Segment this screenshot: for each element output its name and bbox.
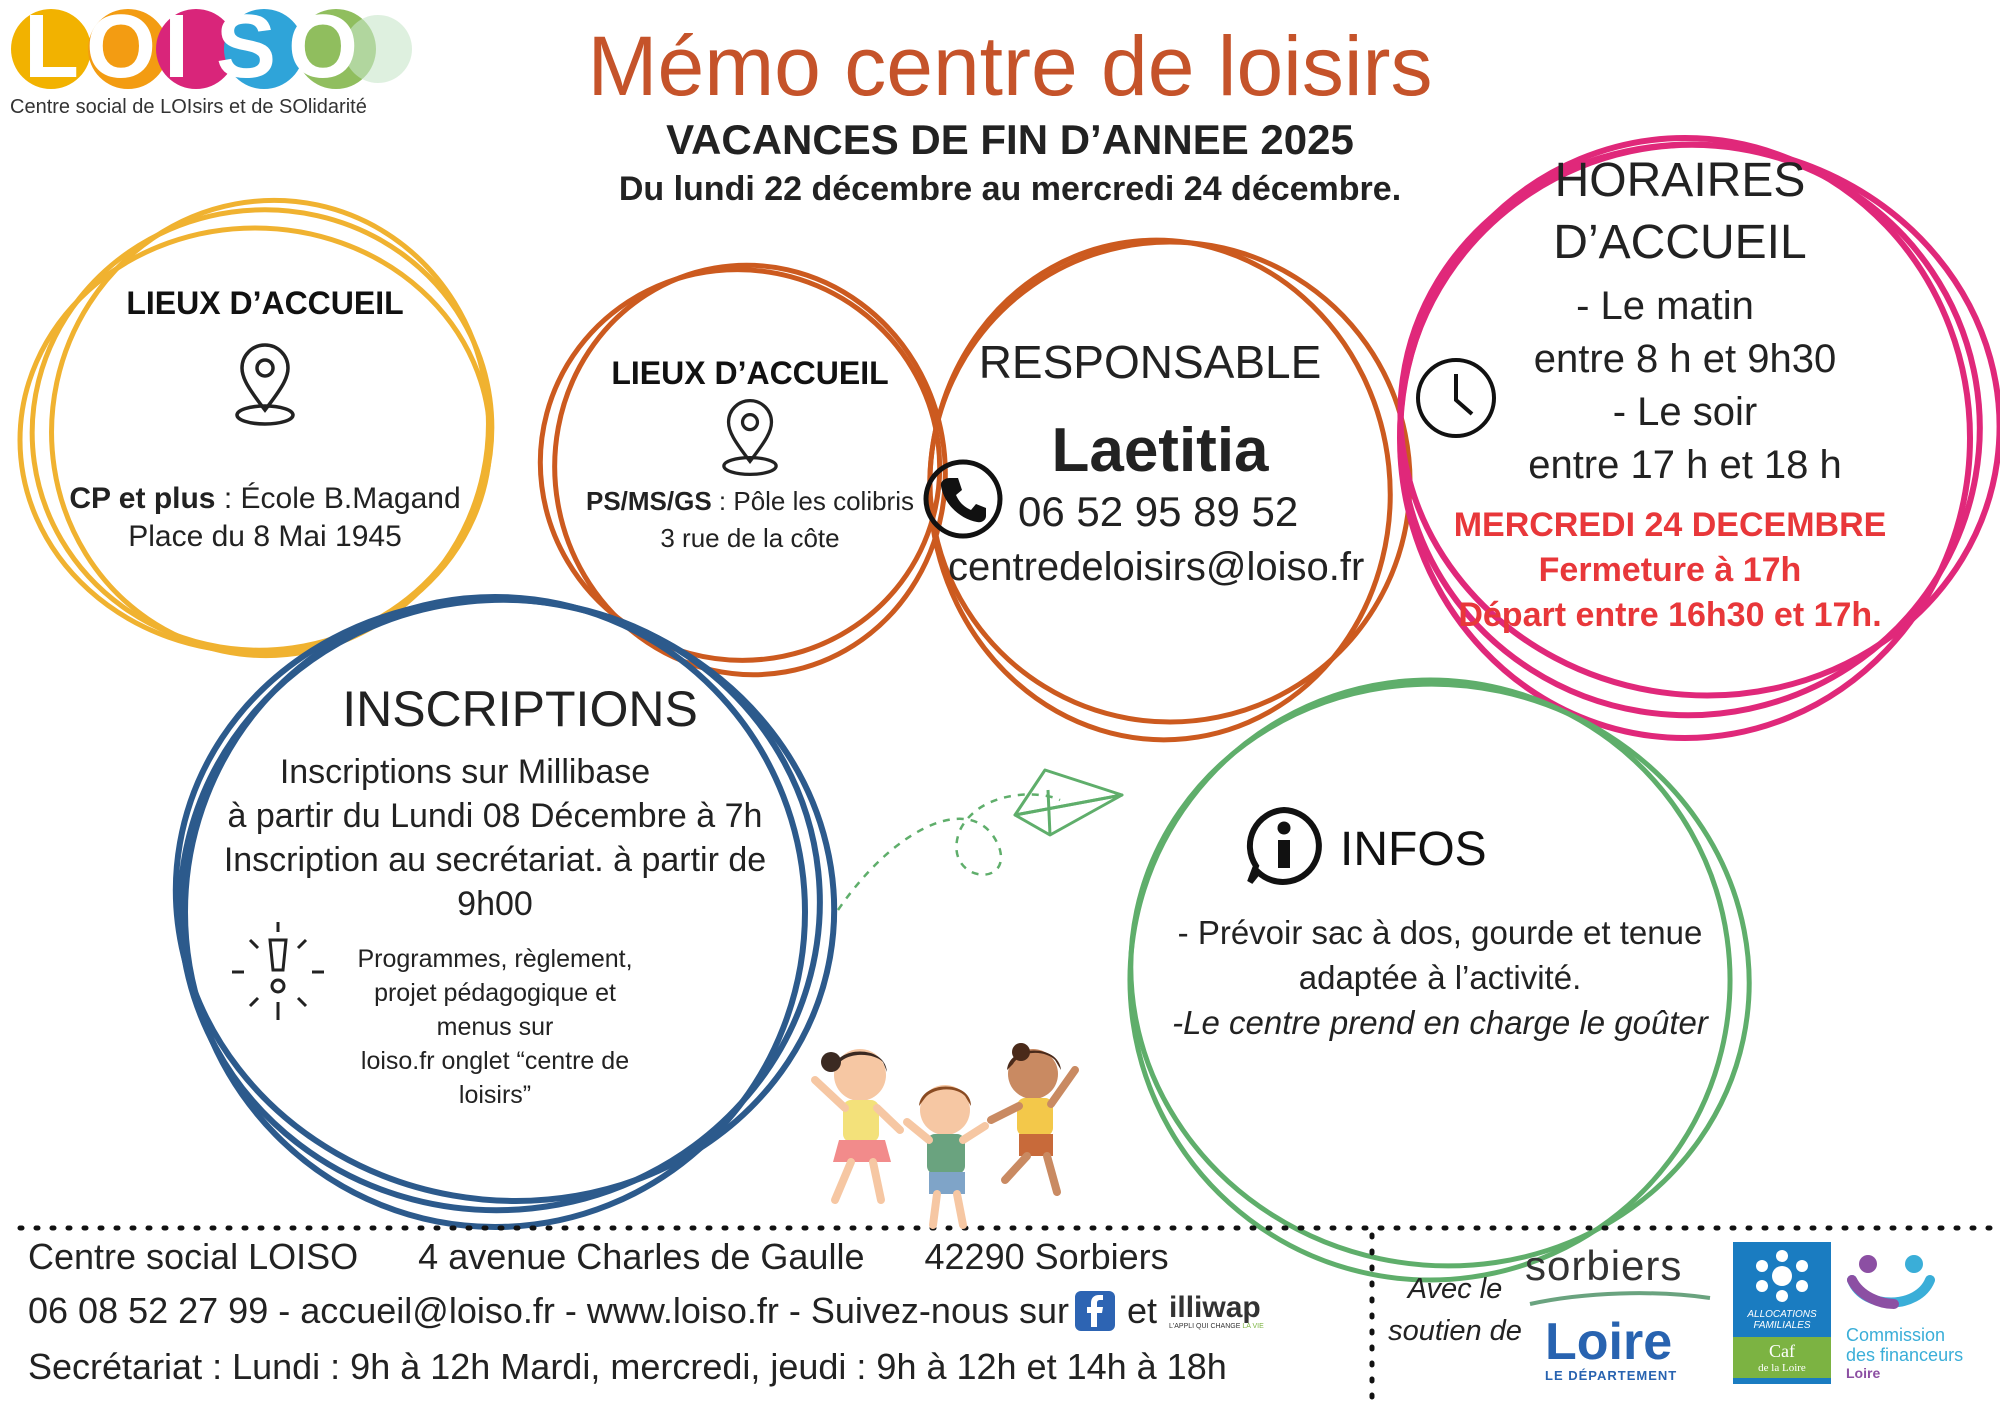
logo-letter-o2: O	[288, 0, 359, 97]
footer-city: 42290 Sorbiers	[924, 1236, 1169, 1277]
lieux-cp-level: CP et plus	[69, 482, 216, 515]
commission-logo	[1846, 1250, 1996, 1381]
horaires-alert	[1440, 503, 1900, 638]
note-line1: Programmes, règlement,	[357, 945, 633, 973]
loire-sub: LE DÉPARTEMENT	[1545, 1368, 1678, 1383]
lieux-accueil-ps	[545, 355, 955, 554]
loire-label: Loire	[1545, 1313, 1673, 1371]
horaires-soir-label: - Le soir	[1612, 390, 1758, 434]
inscriptions-line2: à partir du Lundi 08 Décembre à 7h	[227, 797, 763, 835]
child-boy-middle	[907, 1085, 985, 1225]
horaires-times	[1480, 280, 1890, 492]
caf-line4: de la Loire	[1758, 1362, 1806, 1374]
loiso-logo	[6, 0, 426, 124]
infos-line3: -Le centre prend en charge le goûter	[1172, 1004, 1708, 1041]
caf-symbol-icon	[1747, 1248, 1817, 1304]
child-girl-right	[991, 1043, 1075, 1192]
footer-contact[interactable]: 06 08 52 27 99 - accueil@loiso.fr - www.loiso.fr - Suivez-nous sur	[28, 1290, 1069, 1331]
commission-line1: Commission	[1846, 1325, 1946, 1345]
sorbiers-label: sorbiers	[1525, 1242, 1683, 1289]
caf-line3: Caf	[1769, 1341, 1795, 1361]
footer-line2	[28, 1290, 1264, 1332]
lieux-cp-line2: Place du 8 Mai 1945	[128, 520, 402, 553]
support-line1: Avec le	[1407, 1273, 1503, 1305]
lightbulb-icon	[228, 920, 328, 1030]
lieux-ps-line2: 3 rue de la côte	[660, 523, 840, 553]
inscriptions-line1: Inscriptions sur Millibase	[279, 753, 651, 791]
logo-letter-l: L	[24, 0, 79, 97]
infos-line1: - Prévoir sac à dos, gourde et tenue	[1177, 914, 1703, 951]
map-pin-icon	[230, 340, 300, 430]
responsable-phone[interactable]: 06 52 95 89 52	[1018, 488, 1299, 535]
note-line5: loisirs”	[458, 1081, 532, 1109]
loire-logo	[1545, 1313, 1695, 1383]
illiwap-tagline2: LA VIE	[1242, 1322, 1264, 1330]
horaires-matin-label: - Le matin	[1576, 284, 1754, 328]
logo-tagline: Centre social de LOIsirs et de SOlidarité	[10, 96, 367, 118]
footer-org: Centre social LOISO	[28, 1236, 359, 1277]
commission-symbol-icon	[1846, 1250, 1936, 1320]
infos-body	[1120, 910, 1760, 1045]
responsable-heading: RESPONSABLE	[978, 336, 1322, 388]
phone-icon	[922, 458, 1004, 540]
footer-et: et	[1127, 1290, 1158, 1331]
alert-date: MERCREDI 24 DECEMBRE	[1453, 506, 1887, 544]
alert-depart: Départ entre 16h30 et 17h.	[1458, 596, 1882, 634]
page-title: Mémo centre de loisirs	[587, 19, 1433, 113]
support-line2: soutien de	[1388, 1315, 1522, 1347]
horaires-heading-line1: HORAIRES	[1554, 154, 1806, 207]
children-illustration	[795, 1040, 1095, 1230]
infos-line2: adaptée à l’activité.	[1298, 959, 1582, 996]
inscriptions-line4: 9h00	[457, 885, 533, 923]
footer-address: 4 avenue Charles de Gaulle	[418, 1236, 865, 1277]
info-icon	[1244, 806, 1324, 886]
infos-heading: INFOS	[1340, 823, 1487, 876]
illiwap-logo[interactable]	[1169, 1290, 1264, 1330]
horaires-heading	[1460, 150, 1900, 274]
logo-letter-s: S	[216, 0, 277, 97]
inscriptions-heading: INSCRIPTIONS	[342, 681, 698, 737]
alert-fermeture: Fermeture à 17h	[1538, 551, 1802, 589]
caf-logo	[1733, 1242, 1831, 1384]
note-line2: projet pédagogique et	[374, 979, 616, 1007]
responsable-email[interactable]: centredeloisirs@loiso.fr	[948, 545, 1365, 589]
illiwap-tagline: L'APPLI QUI CHANGE	[1169, 1322, 1241, 1330]
footer-line3: Secrétariat : Lundi : 9h à 12h Mardi, mercredi, jeudi : 9h à 12h et 14h à 18h	[28, 1346, 1227, 1387]
lieux-ps-line1	[545, 486, 955, 517]
inscriptions-body	[185, 750, 805, 926]
horaires-heading-line2: D’ACCUEIL	[1553, 216, 1807, 269]
caf-line2: FAMILIALES	[1753, 1320, 1811, 1331]
responsable-name: Laetitia	[1051, 416, 1269, 485]
lieux-cp-school: : École B.Magand	[215, 482, 461, 515]
horaires-soir-time: entre 17 h et 18 h	[1528, 443, 1842, 487]
sorbiers-swoosh	[1525, 1286, 1715, 1310]
commission-line3: Loire	[1846, 1365, 1881, 1381]
page-subtitle: VACANCES DE FIN D’ANNEE 2025	[666, 116, 1354, 163]
map-pin-icon	[717, 396, 783, 480]
horaires-matin-time: entre 8 h et 9h30	[1533, 337, 1837, 381]
lieux-ps-heading: LIEUX D’ACCUEIL	[611, 355, 889, 391]
support-label	[1380, 1268, 1530, 1352]
lieux-accueil-cp	[40, 285, 490, 554]
commission-line2: des financeurs	[1846, 1345, 1964, 1365]
note-line3: menus sur	[436, 1013, 554, 1041]
inscriptions-note	[340, 942, 650, 1112]
lieux-ps-level: PS/MS/GS	[585, 486, 712, 516]
paper-plane-icon	[1015, 770, 1122, 835]
page-dates: Du lundi 22 décembre au mercredi 24 décembre.	[618, 170, 1402, 208]
note-line4[interactable]: loiso.fr onglet “centre de	[360, 1047, 630, 1075]
caf-line1: ALLOCATIONS	[1747, 1309, 1817, 1320]
child-girl-left	[815, 1049, 900, 1200]
illiwap-label: illiwap	[1169, 1290, 1261, 1324]
lieux-cp-line1	[40, 482, 490, 516]
lieux-ps-place: : Pôle les colibris	[711, 486, 914, 516]
lieux-cp-heading: LIEUX D’ACCUEIL	[126, 285, 404, 321]
logo-letter-o: O	[86, 0, 157, 97]
facebook-icon[interactable]	[1075, 1291, 1115, 1331]
logo-letter-i: I	[164, 0, 190, 97]
inscriptions-line3: Inscription au secrétariat. à partir de	[223, 841, 767, 879]
sorbiers-logo	[1525, 1242, 1715, 1312]
footer-line1	[28, 1236, 1169, 1278]
